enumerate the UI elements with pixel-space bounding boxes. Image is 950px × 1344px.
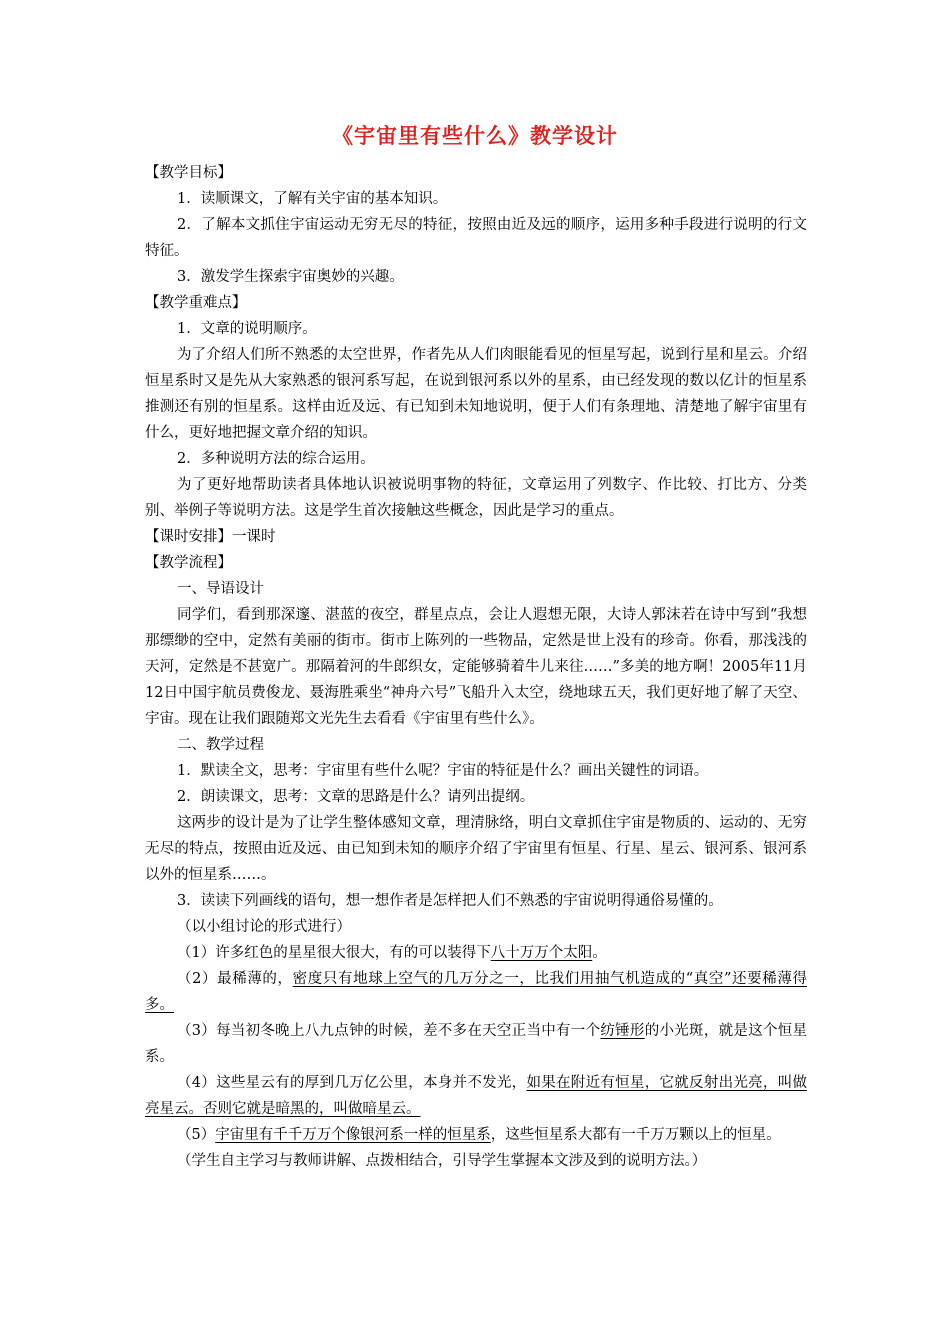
process-heading: 【教学流程】 bbox=[145, 555, 232, 571]
objective-item: 2．了解本文抓住宇宙运动无穷无尽的特征，按照由近及远的顺序，运用多种手段进行说明的行文特征。 bbox=[145, 217, 807, 259]
key-point-title: 2．多种说明方法的综合运用。 bbox=[177, 451, 375, 467]
key-point-text: 为了更好地帮助读者具体地认识被说明事物的特征，文章运用了列数字、作比较、打比方、分类别、举例子等说明方法。这是学生首次接触这些概念，因此是学习的重点。 bbox=[145, 477, 807, 519]
sentence-4 bbox=[145, 1070, 807, 1122]
step-item: 1．默读全文，思考：宇宙里有些什么呢？宇宙的特征是什么？画出关键性的词语。 bbox=[177, 763, 709, 779]
sentence-text: （4）这些星云有的厚到几万亿公里，本身并不发光， bbox=[177, 1075, 527, 1091]
sentence-text: （5） bbox=[177, 1127, 216, 1143]
closing-note: （学生自主学习与教师讲解、点拨相结合，引导学生掌握本文涉及到的说明方法。） bbox=[177, 1153, 707, 1169]
sentence-2 bbox=[145, 966, 807, 1018]
part1-title: 一、导语设计 bbox=[177, 581, 264, 597]
underlined-phrase: 纺锤形 bbox=[600, 1023, 645, 1039]
sentence-1 bbox=[145, 940, 807, 966]
key-points-heading: 【教学重难点】 bbox=[145, 295, 247, 311]
sentence-text: （2）最稀薄的， bbox=[177, 971, 293, 987]
schedule-line: 【课时安排】一课时 bbox=[145, 529, 276, 545]
document-body bbox=[145, 160, 807, 1174]
sentence-text: （1）许多红色的星星很大很大，有的可以装得下 bbox=[177, 945, 491, 961]
underlined-phrase: 如果在附近有恒星，它就反射出光亮，叫做亮星云。否则它就是暗黑的，叫做暗星云。 bbox=[145, 1075, 807, 1117]
objective-item: 1．读顺课文，了解有关宇宙的基本知识。 bbox=[177, 191, 448, 207]
objectives-heading: 【教学目标】 bbox=[145, 165, 232, 181]
key-point-text: 为了介绍人们所不熟悉的太空世界，作者先从人们肉眼能看见的恒星写起，说到行星和星云。介绍恒星系时又是先从大家熟悉的银河系写起，在说到银河系以外的星系，由已经发现的数以亿计的恒星系推测还有别的恒星系。这样由近及远、有已知到未知地说明，便于人们有条理地、清楚地了解宇宙里有什么，更好地把握文章介绍的知识。 bbox=[145, 347, 807, 441]
underlined-phrase: 密度只有地球上空气的几万分之一，比我们用抽气机造成的“真空”还要稀薄得多。 bbox=[145, 971, 807, 1013]
objective-item: 3．激发学生探索宇宙奥妙的兴趣。 bbox=[177, 269, 404, 285]
sentence-text: ，这些恒星系大都有一千万万颗以上的恒星。 bbox=[490, 1127, 781, 1143]
underlined-phrase: 八十万万个太阳 bbox=[490, 945, 593, 961]
step-item: 2．朗读课文，思考：文章的思路是什么？请列出提纲。 bbox=[177, 789, 535, 805]
step-note: 这两步的设计是为了让学生整体感知文章，理清脉络，明白文章抓住宇宙是物质的、运动的、无穷无尽的特点，按照由近及远、由已知到未知的顺序介绍了宇宙里有恒星、行星、星云、银河系、银河系以外的恒星系……。 bbox=[145, 815, 807, 883]
sentence-text: 。 bbox=[592, 945, 607, 961]
part2-title: 二、教学过程 bbox=[177, 737, 264, 753]
sentence-text: 的小光斑，就是这个恒星系。 bbox=[145, 1023, 808, 1065]
sentence-text: （3）每当初冬晚上八九点钟的时候，差不多在天空正当中有一个 bbox=[177, 1023, 601, 1039]
sentence-3 bbox=[145, 1018, 807, 1070]
key-point-title: 1．文章的说明顺序。 bbox=[177, 321, 317, 337]
step-item: 3．读读下列画线的语句，想一想作者是怎样把人们不熟悉的宇宙说明得通俗易懂的。 bbox=[177, 893, 723, 909]
step-note: （以小组讨论的形式进行） bbox=[177, 919, 351, 935]
sentence-5 bbox=[145, 1122, 807, 1148]
underlined-phrase: 宇宙里有千千万万个像银河系一样的恒星系 bbox=[215, 1127, 491, 1143]
document-title: 《宇宙里有些什么》教学设计 bbox=[332, 124, 618, 148]
part1-text: 同学们，看到那深邃、湛蓝的夜空，群星点点，会让人遐想无限，大诗人郭沫若在诗中写到“我想那缥缈的空中，定然有美丽的街市。街市上陈列的一些物品，定然是世上没有的珍奇。你看，那浅浅的天河，定然是不甚宽广。那隔着河的牛郎织女，定能够骑着牛儿来往……”多美的地方啊！2005年11月12日中国宇航员费俊龙、聂海胜乘坐“神舟六号”飞船升入太空，绕地球五天，我们更好地了解了天空、宇宙。现在让我们跟随郑文光先生去看看《宇宙里有些什么》。 bbox=[145, 607, 807, 727]
